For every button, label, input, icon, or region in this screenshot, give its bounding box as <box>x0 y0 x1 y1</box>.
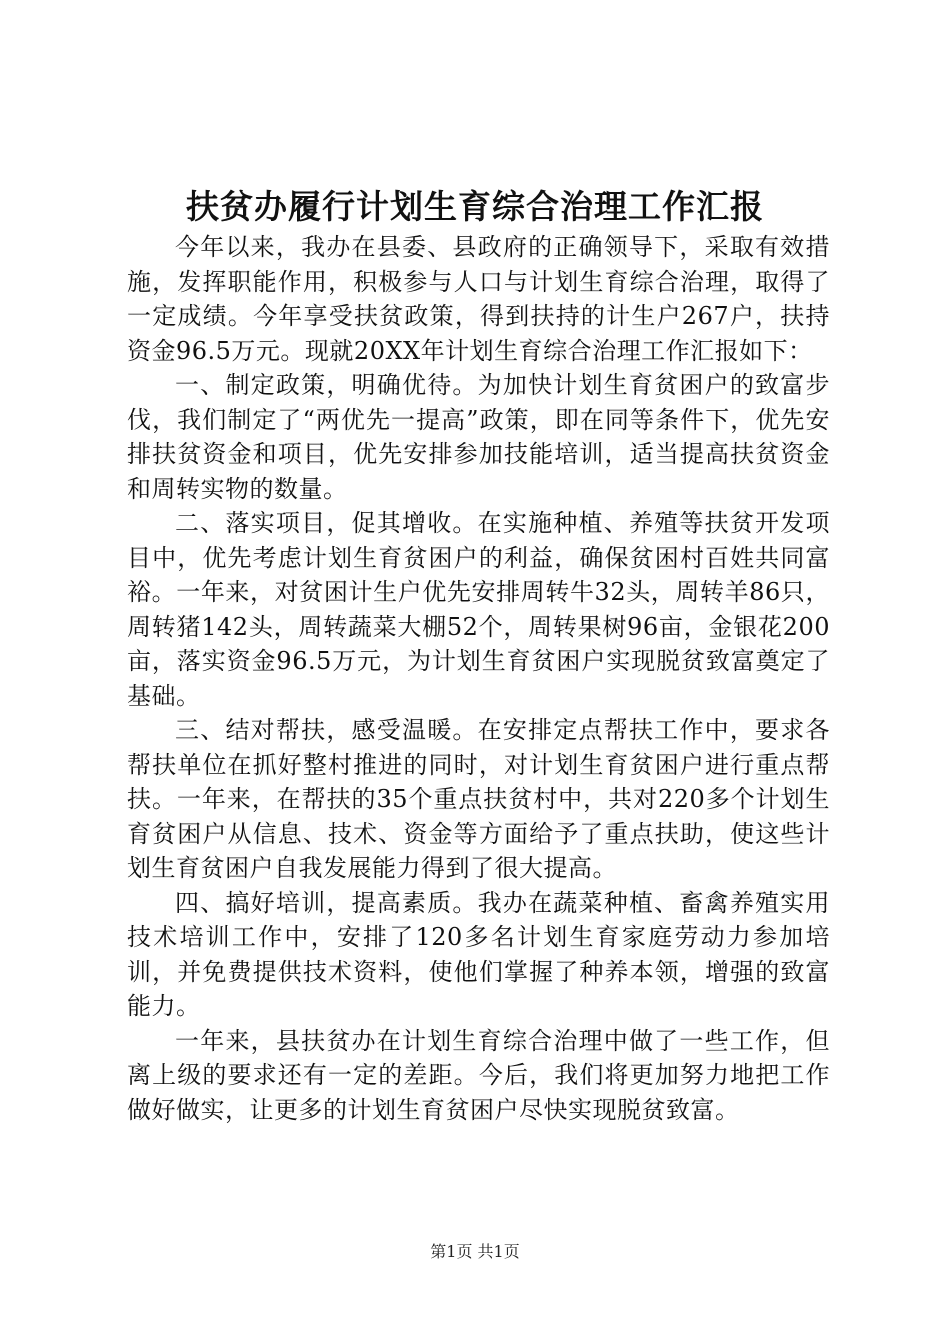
paragraph-training: 四、搞好培训，提高素质。我办在蔬菜种植、畜禽养殖实用技术培训工作中，安排了120多名计划生育家庭劳动力参加培训，并免费提供技术资料，使他们掌握了种养本领，增强的致富能力。 <box>127 888 830 1020</box>
paragraph-policy: 一、制定政策，明确优待。为加快计划生育贫困户的致富步伐，我们制定了“两优先一提高”政策，即在同等条件下，优先安排扶贫资金和项目，优先安排参加技能培训，适当提高扶贫资金和周转实物的数量。 <box>127 371 830 503</box>
paragraph-intro: 今年以来，我办在县委、县政府的正确领导下，采取有效措施，发挥职能作用，积极参与人口与计划生育综合治理，取得了一定成绩。今年享受扶贫政策，得到扶持的计生户267户，扶持资金96.5万元。现就20XX年计划生育综合治理工作汇报如下： <box>127 233 830 365</box>
page-footer: 第1页 共1页 <box>430 1242 520 1261</box>
paragraph-conclusion: 一年来，县扶贫办在计划生育综合治理中做了一些工作，但离上级的要求还有一定的差距。今后，我们将更加努力地把工作做好做实，让更多的计划生育贫困户尽快实现脱贫致富。 <box>127 1026 830 1124</box>
document-title: 扶贫办履行计划生育综合治理工作汇报 <box>186 187 764 226</box>
document-body <box>127 230 830 1127</box>
paragraph-projects: 二、落实项目，促其增收。在实施种植、养殖等扶贫开发项目中，优先考虑计划生育贫困户的利益，确保贫困村百姓共同富裕。一年来，对贫困计生户优先安排周转牛32头，周转羊86只，周转猪142头，周转蔬菜大棚52个，周转果树96亩，金银花200亩，落实资金96.5万元，为计划生育贫困户实现脱贫致富奠定了基础。 <box>127 509 830 710</box>
paragraph-assistance: 三、结对帮扶，感受温暖。在安排定点帮扶工作中，要求各帮扶单位在抓好整村推进的同时，对计划生育贫困户进行重点帮扶。一年来，在帮扶的35个重点扶贫村中，共对220多个计划生育贫困户从信息、技术、资金等方面给予了重点扶助，使这些计划生育贫困户自我发展能力得到了很大提高。 <box>127 716 830 882</box>
